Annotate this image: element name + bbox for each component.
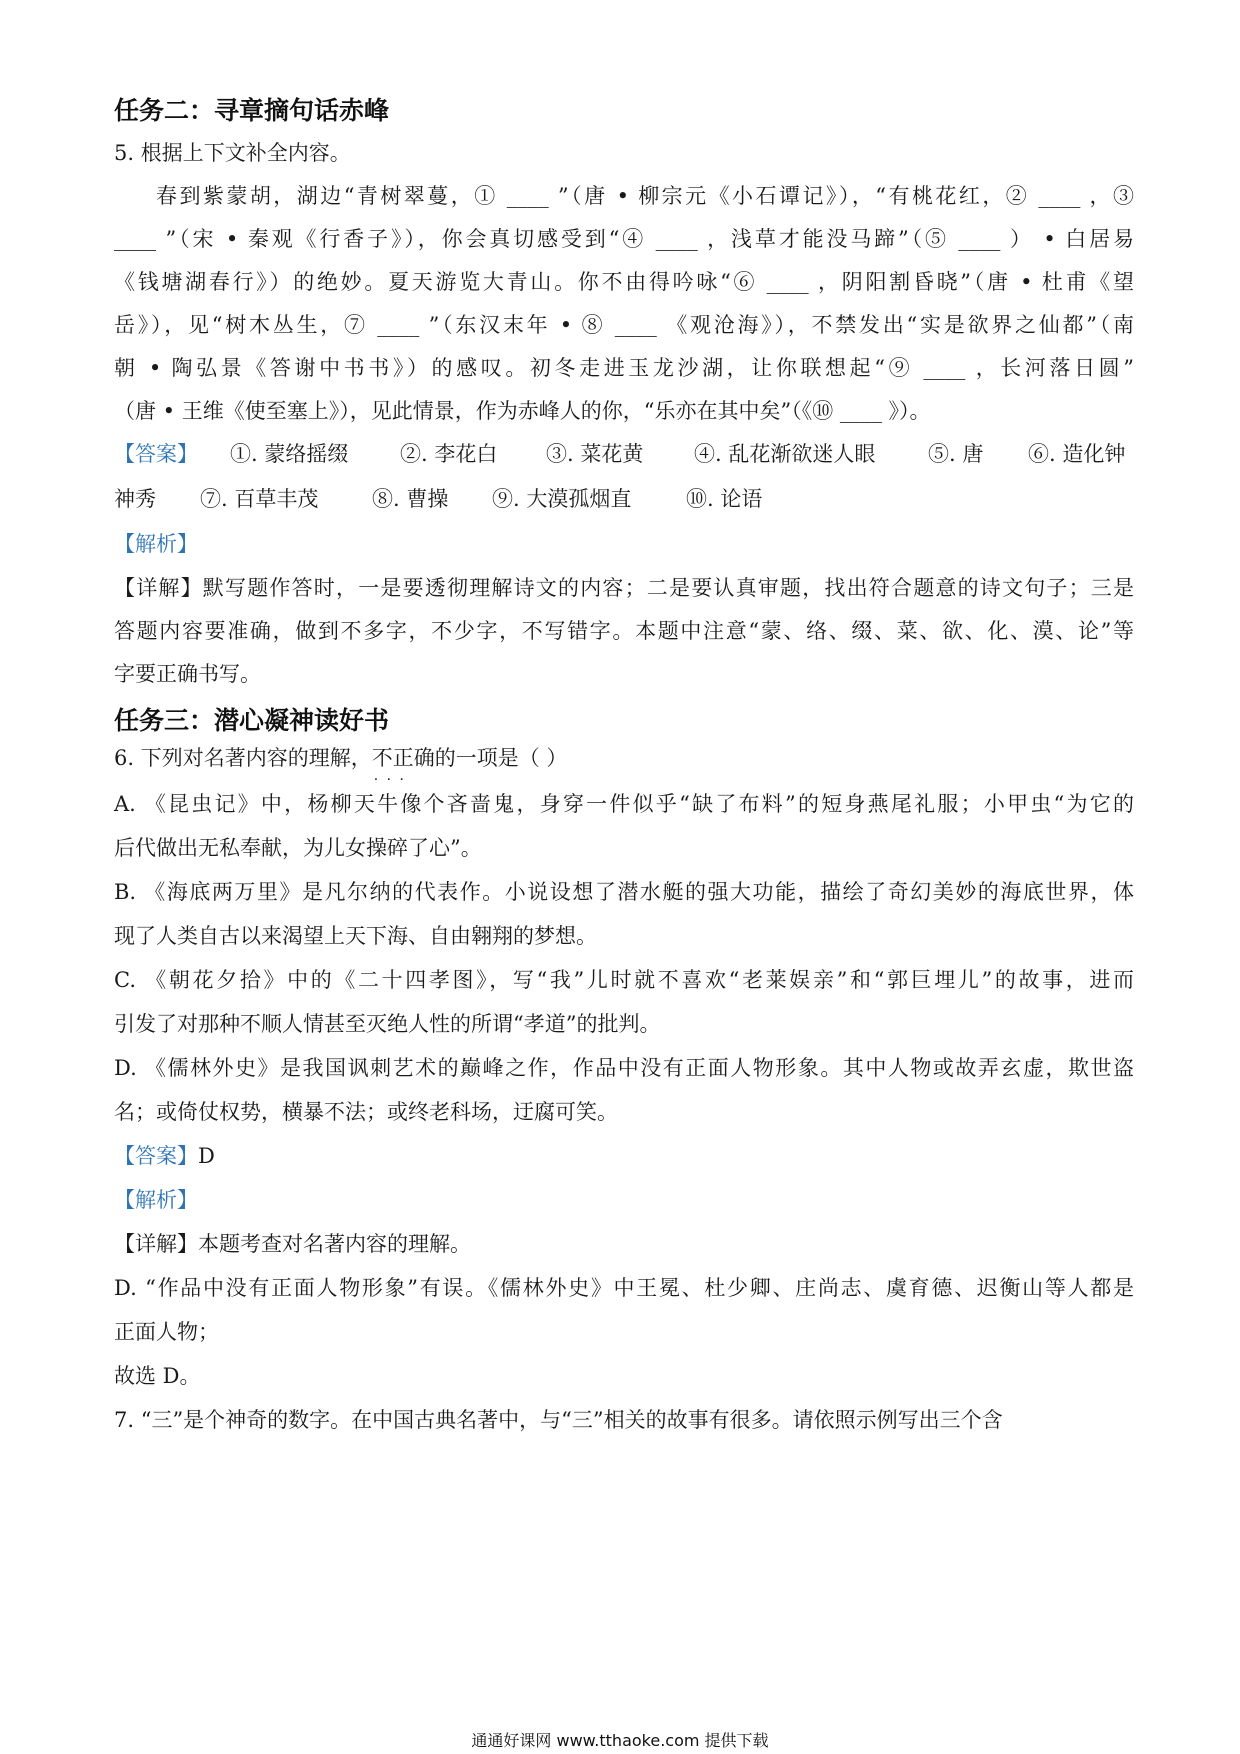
q6-explain-line-2: 正面人物；	[114, 1320, 219, 1344]
q6-option-c-line-2: 引发了对那种不顺人情甚至灭绝人性的所谓“孝道”的批判。	[114, 1012, 661, 1036]
q5-answer-6-continued: 神秀	[114, 487, 156, 511]
q6-option-b-line-2: 现了人类自古以来渴望上天下海、自由翱翔的梦想。	[114, 924, 597, 948]
section-heading-task2: 任务二：寻章摘句话赤峰	[114, 96, 390, 125]
q6-option-c-line-1: C. 《朝花夕拾》中的《二十四孝图》，写“我”儿时就不喜欢“老莱娱亲”和“郭巨埋儿”的故事，进而	[114, 968, 1134, 992]
q6-analysis-tag: 【解析】	[114, 1188, 198, 1212]
q6-option-a-line-1: A. 《昆虫记》中，杨柳天牛像个吝啬鬼，身穿一件似乎“缺了布料”的短身燕尾礼服；小甲虫“为它的	[114, 792, 1134, 816]
q6-explain-line-1: D. “作品中没有正面人物形象”有误。《儒林外史》中王冕、杜少卿、庄尚志、虞育德、迟衡山等人都是	[114, 1276, 1134, 1300]
q5-passage-line-1: 春到紫蒙胡，湖边“青树翠蔓，① ____ ”（唐 • 柳宗元《小石谭记》），“有桃花红，② ____ ，③	[156, 184, 1134, 208]
q6-stem-emphasis: 不正确 · · ·	[372, 744, 435, 772]
q5-answer-6: ⑥. 造化钟	[1028, 442, 1126, 466]
q5-passage-line-5: 朝 • 陶弘景《答谢中书书》）的感叹。初冬走进玉龙沙湖，让你联想起“⑨ ____ ，长河落日圆”	[114, 356, 1134, 380]
q5-answer-1: ①. 蒙络摇缀	[230, 442, 349, 466]
page-footer: 通通好课网 www.tthaoke.com 提供下载	[471, 1731, 769, 1750]
q6-stem-after: 的一项是（ ）	[434, 746, 568, 770]
q5-detail-line-1: 【详解】默写题作答时，一是要透彻理解诗文的内容；二是要认真审题，找出符合题意的诗文句子；三是	[114, 576, 1134, 600]
q6-answer-tag: 【答案】	[114, 1144, 198, 1168]
q5-answer-3: ③. 菜花黄	[546, 442, 644, 466]
q5-answer-tag: 【答案】	[114, 442, 198, 466]
q5-detail-line-2: 答题内容要准确，做到不多字，不少字，不写错字。本题中注意“蒙、络、缀、菜、欲、化、漠、论”等	[114, 619, 1134, 643]
question-7-stem: 7. “三”是个神奇的数字。在中国古典名著中，与“三”相关的故事有很多。请依照示例写出三个含	[114, 1408, 1003, 1432]
q5-answer-9: ⑨. 大漠孤烟直	[492, 487, 632, 511]
q5-passage-line-2: ____ ”（宋 • 秦观《行香子》），你会真切感受到“④ ____ ，浅草才能没马蹄”（⑤ ____ ） • 白居易	[114, 227, 1134, 251]
q5-answer-4: ④. 乱花渐欲迷人眼	[694, 442, 876, 466]
q6-answer-value: D	[198, 1144, 215, 1168]
q5-passage-line-6: （唐 • 王维《使至塞上》），见此情景，作为赤峰人的你，“乐亦在其中矣”（《⑩ ____ 》）。	[114, 399, 931, 423]
q6-answer-line	[114, 1142, 1134, 1170]
question-6-stem	[114, 744, 1134, 772]
section-heading-task3: 任务三：潜心凝神读好书	[114, 706, 390, 735]
q5-answer-2: ②. 李花白	[400, 442, 498, 466]
q6-option-b-line-1: B. 《海底两万里》是凡尔纳的代表作。小说设想了潜水艇的强大功能，描绘了奇幻美妙的海底世界，体	[114, 880, 1134, 904]
q5-detail-line-3: 字要正确书写。	[114, 662, 261, 686]
q6-option-d-line-2: 名；或倚仗权势，横暴不法；或终老科场，迂腐可笑。	[114, 1100, 618, 1124]
q5-answer-5: ⑤. 唐	[928, 442, 984, 466]
q6-conclusion: 故选 D。	[114, 1364, 201, 1388]
q5-passage-line-4: 岳》），见“树木丛生，⑦ ____ ”（东汉末年 • ⑧ ____ 《观沧海》），不禁发出“实是欲界之仙都”（南	[114, 313, 1134, 337]
q5-answer-7: ⑦. 百草丰茂	[200, 487, 319, 511]
q6-option-a-line-2: 后代做出无私奉献，为儿女操碎了心”。	[114, 836, 482, 860]
q6-detail: 【详解】本题考查对名著内容的理解。	[114, 1232, 471, 1256]
q5-answer-8: ⑧. 曹操	[372, 487, 449, 511]
q6-stem-before: 6. 下列对名著内容的理解，	[114, 746, 372, 770]
q5-answer-10: ⑩. 论语	[686, 487, 763, 511]
q5-analysis-tag: 【解析】	[114, 532, 198, 556]
question-5-stem: 5. 根据上下文补全内容。	[114, 141, 351, 165]
q6-option-d-line-1: D. 《儒林外史》是我国讽刺艺术的巅峰之作，作品中没有正面人物形象。其中人物或故弄玄虚，欺世盗	[114, 1056, 1134, 1080]
q5-passage-line-3: 《钱塘湖春行》）的绝妙。夏天游览大青山。你不由得吟咏“⑥ ____ ，阴阳割昏晓”（唐 • 杜甫《望	[114, 270, 1134, 294]
